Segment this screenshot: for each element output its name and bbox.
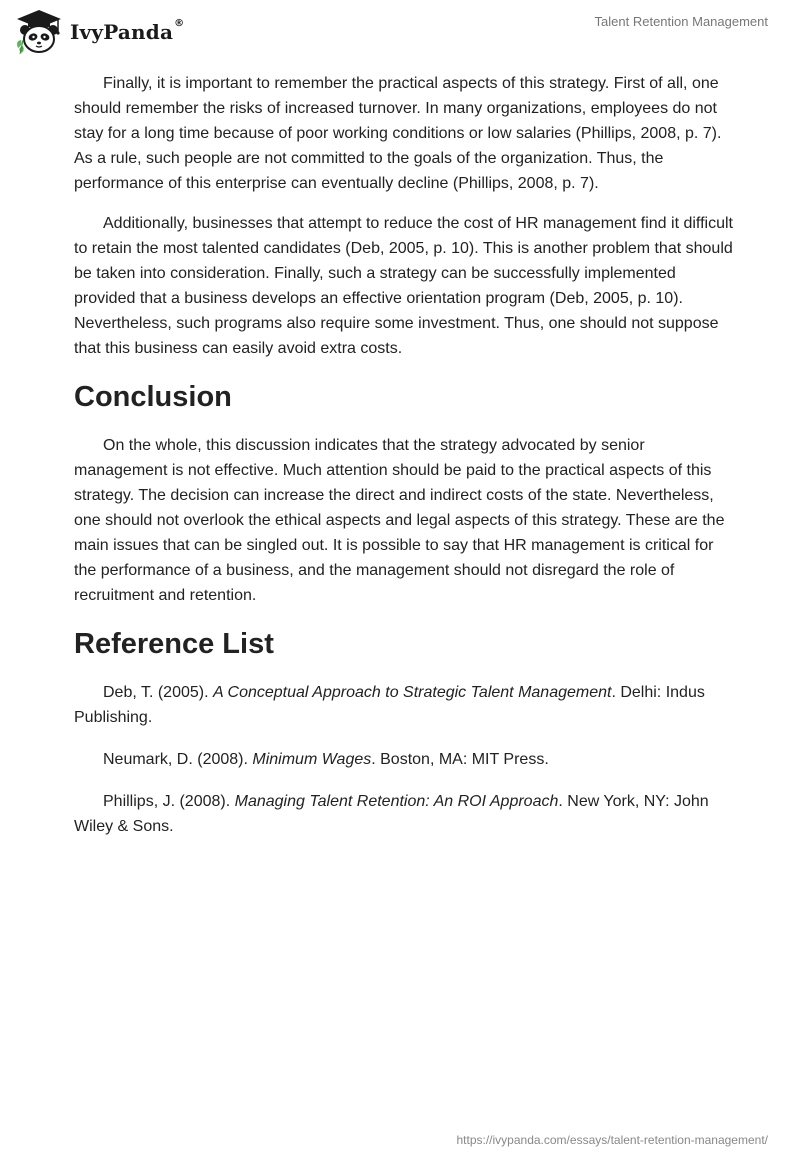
running-title: Talent Retention Management <box>594 14 768 29</box>
reference-author: Neumark, D. (2008). <box>103 751 253 768</box>
logo-text: IvyPanda <box>70 20 174 44</box>
reference-item <box>74 747 734 772</box>
conclusion-heading: Conclusion <box>74 381 232 413</box>
reference-item <box>74 789 734 839</box>
page-header <box>0 0 800 60</box>
reference-item <box>74 680 734 730</box>
essay-content <box>74 71 734 856</box>
ivypanda-logo[interactable] <box>14 8 184 56</box>
conclusion-paragraph: On the whole, this discussion indicates that the strategy advocated by senior management is not effective. Much attention should be paid to the practical aspects of this strategy. The decision can increase the direct and indirect costs of the state. Nevertheless, one should not overlook the ethical aspects and legal aspects of this strategy. These are the main issues that can be singled out. It is possible to say that HR management is critical for the performance of a business, and the management should not disregard the role of recruitment and retention. <box>74 437 725 604</box>
reference-author: Deb, T. (2005). <box>103 684 213 701</box>
source-url-link[interactable]: https://ivypanda.com/essays/talent-retention-management/ <box>456 1133 768 1147</box>
reference-publisher: . Boston, MA: MIT Press. <box>371 751 549 768</box>
reference-publisher: . Delhi: Indus Publishing. <box>74 684 705 726</box>
panda-graduation-cap-icon <box>14 8 64 56</box>
registered-mark: ® <box>174 18 185 29</box>
references-heading: Reference List <box>74 628 274 660</box>
reference-author: Phillips, J. (2008). <box>103 793 235 810</box>
body-paragraph: Finally, it is important to remember the practical aspects of this strategy. First of all, one should remember the risks of increased turnover. In many organizations, employees do not stay for a long time because of poor working conditions or low salaries (Phillips, 2008, p. 7). As a rule, such people are not committed to the goals of the organization. Thus, the performance of this enterprise can eventually decline (Phillips, 2008, p. 7). <box>74 75 722 192</box>
reference-title: Minimum Wages <box>252 751 372 768</box>
reference-publisher: . New York, NY: John Wiley & Sons. <box>74 793 709 835</box>
reference-title: A Conceptual Approach to Strategic Talent Management <box>212 684 612 701</box>
body-paragraph: Additionally, businesses that attempt to reduce the cost of HR management find it difficult to retain the most talented candidates (Deb, 2005, p. 10). This is another problem that should be taken into consideration. Finally, such a strategy can be successfully implemented provided that a business develops an effective orientation program (Deb, 2005, p. 10). Nevertheless, such programs also require some investment. Thus, one should not suppose that this business can easily avoid extra costs. <box>74 215 733 357</box>
reference-title: Managing Talent Retention: An ROI Approach <box>234 793 559 810</box>
logo-wordmark <box>70 20 184 44</box>
